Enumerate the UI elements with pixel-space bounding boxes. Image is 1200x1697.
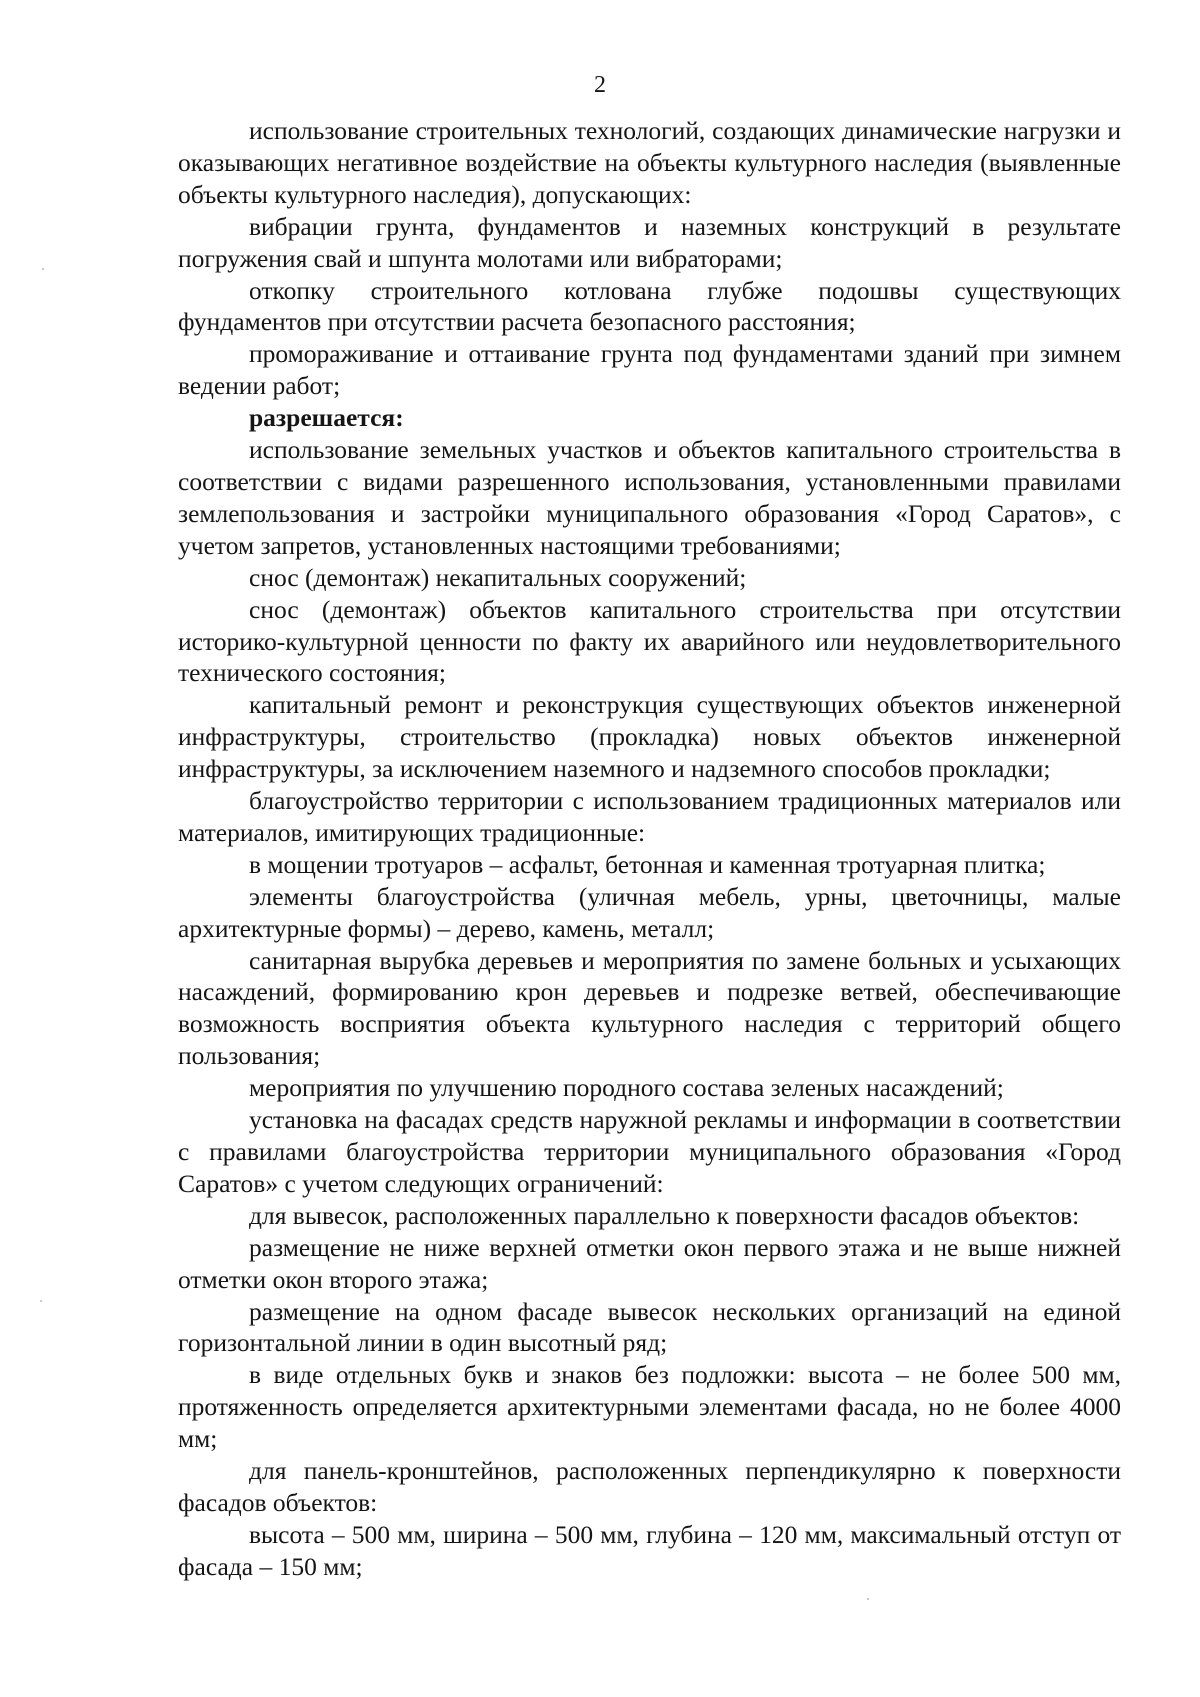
scan-speck [42,268,44,270]
section-heading-permitted: разрешается: [249,403,404,433]
paragraph: для вывесок, расположенных параллельно к поверхности фасадов объектов: [249,1200,1080,1230]
scan-speck [867,1598,869,1600]
paragraph: капитальный ремонт и реконструкция существующих объектов инженерной инфраструктуры, строительство (прокладка) новых объектов инженерной инфраструктуры, за исключением наземного и надземного способов прокладки; [178,690,1121,784]
paragraph: в мощении тротуаров – асфальт, бетонная и каменная тротуарная плитка; [249,849,1046,879]
paragraph: вибрации грунта, фундаментов и наземных конструкций в результате погружения свай и шпунта молотами или вибраторами; [178,211,1121,273]
document-body [178,115,1121,1583]
paragraph: размещение на одном фасаде вывесок нескольких организаций на единой горизонтальной линии в один высотный ряд; [178,1296,1121,1358]
paragraph: установка на фасадах средств наружной рекламы и информации в соответствии с правилами благоустройства территории муниципального образования «Город Саратов» с учетом следующих ограничений: [178,1105,1121,1198]
paragraph: снос (демонтаж) объектов капитального строительства при отсутствии историко-культурной ценности по факту их аварийного или неудовлетворительного технического состояния; [178,594,1121,688]
paragraph: промораживание и оттаивание грунта под фундаментами зданий при зимнем ведении работ; [178,339,1121,401]
paragraph: для панель-кронштейнов, расположенных перпендикулярно к поверхности фасадов объектов: [178,1456,1121,1517]
scan-speck [40,1300,42,1302]
paragraph: использование строительных технологий, создающих динамические нагрузки и оказывающих негативное воздействие на объекты культурного наследия (выявленные объекты культурного наследия), допускающих: [178,116,1121,209]
paragraph: санитарная вырубка деревьев и мероприятия по замене больных и усыхающих насаждений, формированию крон деревьев и подрезке ветвей, обеспечивающие возможность восприятия объекта культурного наследия с территорий общего пользования; [178,945,1121,1071]
paragraph: размещение не ниже верхней отметки окон первого этажа и не выше нижней отметки окон второго этажа; [178,1232,1121,1294]
paragraph: снос (демонтаж) некапитальных сооружений; [249,562,747,592]
page-number: 2 [594,72,606,98]
paragraph: высота – 500 мм, ширина – 500 мм, глубина – 120 мм, максимальный отступ от фасада – 150 мм; [178,1519,1121,1581]
paragraph: мероприятия по улучшению породного состава зеленых насаждений; [249,1073,1004,1103]
paragraph: элементы благоустройства (уличная мебель, урны, цветочницы, малые архитектурные формы) – дерево, камень, металл; [178,881,1121,943]
paragraph: откопку строительного котлована глубже подошвы существующих фундаментов при отсутствии расчета безопасного расстояния; [178,275,1121,337]
paragraph: благоустройство территории с использованием традиционных материалов или материалов, имитирующих традиционные: [178,786,1121,847]
paragraph: в виде отдельных букв и знаков без подложки: высота – не более 500 мм, протяженность определяется архитектурными элементами фасада, но не более 4000 мм; [178,1360,1121,1454]
paragraph: использование земельных участков и объектов капитального строительства в соответствии с видами разрешенного использования, установленными правилами землепользования и застройки муниципального образования «Город Саратов», с учетом запретов, установленных настоящими требованиями; [178,435,1121,560]
